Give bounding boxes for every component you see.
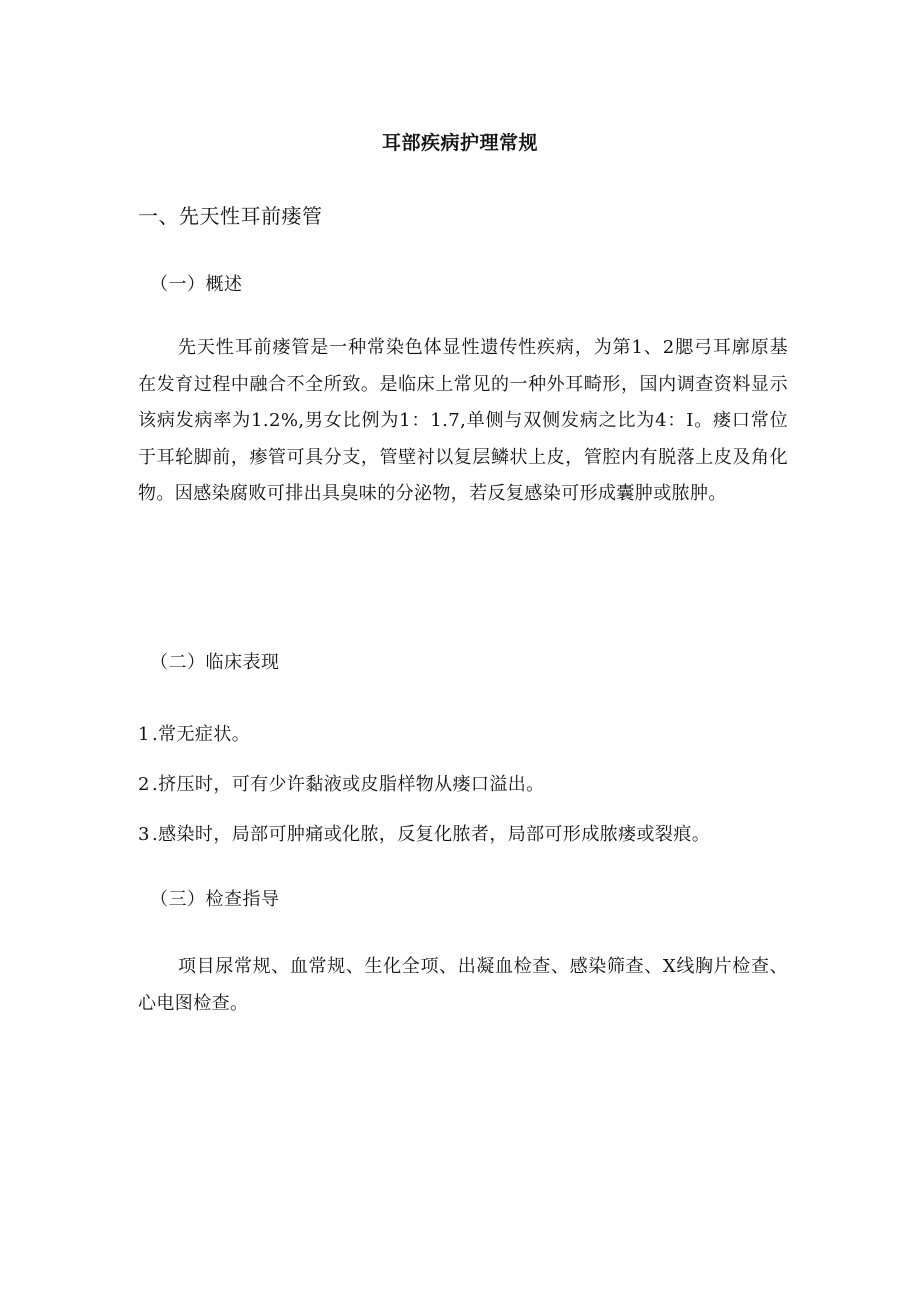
subheading-examination-guidance: （三）检查指导 [150,889,280,910]
subheading-overview: （一）概述 [150,274,243,295]
list-item-number: 3 [138,824,150,845]
list-item-text: .挤压时，可有少许黏液或皮脂样物从瘘口溢出。 [152,774,545,795]
list-item-text: .感染时，局部可肿痛或化脓，反复化脓者，局部可形成脓瘘或裂痕。 [152,824,711,845]
subheading-clinical-manifestations: （二）临床表现 [150,652,280,673]
list-item [138,720,250,746]
list-item-number: 2 [138,774,150,795]
list-item-text: .常无症状。 [152,724,251,745]
list-item [138,770,545,796]
list-item-number: 1 [138,724,150,745]
overview-paragraph: 先天性耳前瘘管是一种常染色体显性遗传性疾病，为第1、2腮弓耳廓原基在发育过程中融合不全所致。是临床上常见的一种外耳畸形，国内调查资料显示该病发病率为1.2%,男女比例为1：1.7,单侧与双侧发病之比为4：I。瘘口常位于耳轮脚前，瘆管可具分支，管壁衬以复层鳞状上皮，管腔内有脱落上皮及角化物。因感染腐败可排出具臭味的分泌物，若反复感染可形成囊肿或脓肿。 [138,337,788,504]
section-heading-congenital-preauricular-fistula: 一、先天性耳前瘘管 [138,204,323,228]
document-title: 耳部疾病护理常规 [381,132,538,154]
list-item [138,820,710,846]
examination-paragraph: 项目尿常规、血常规、生化全项、出凝血检查、感染筛查、X线胸片检查、心电图检查。 [138,956,788,1014]
